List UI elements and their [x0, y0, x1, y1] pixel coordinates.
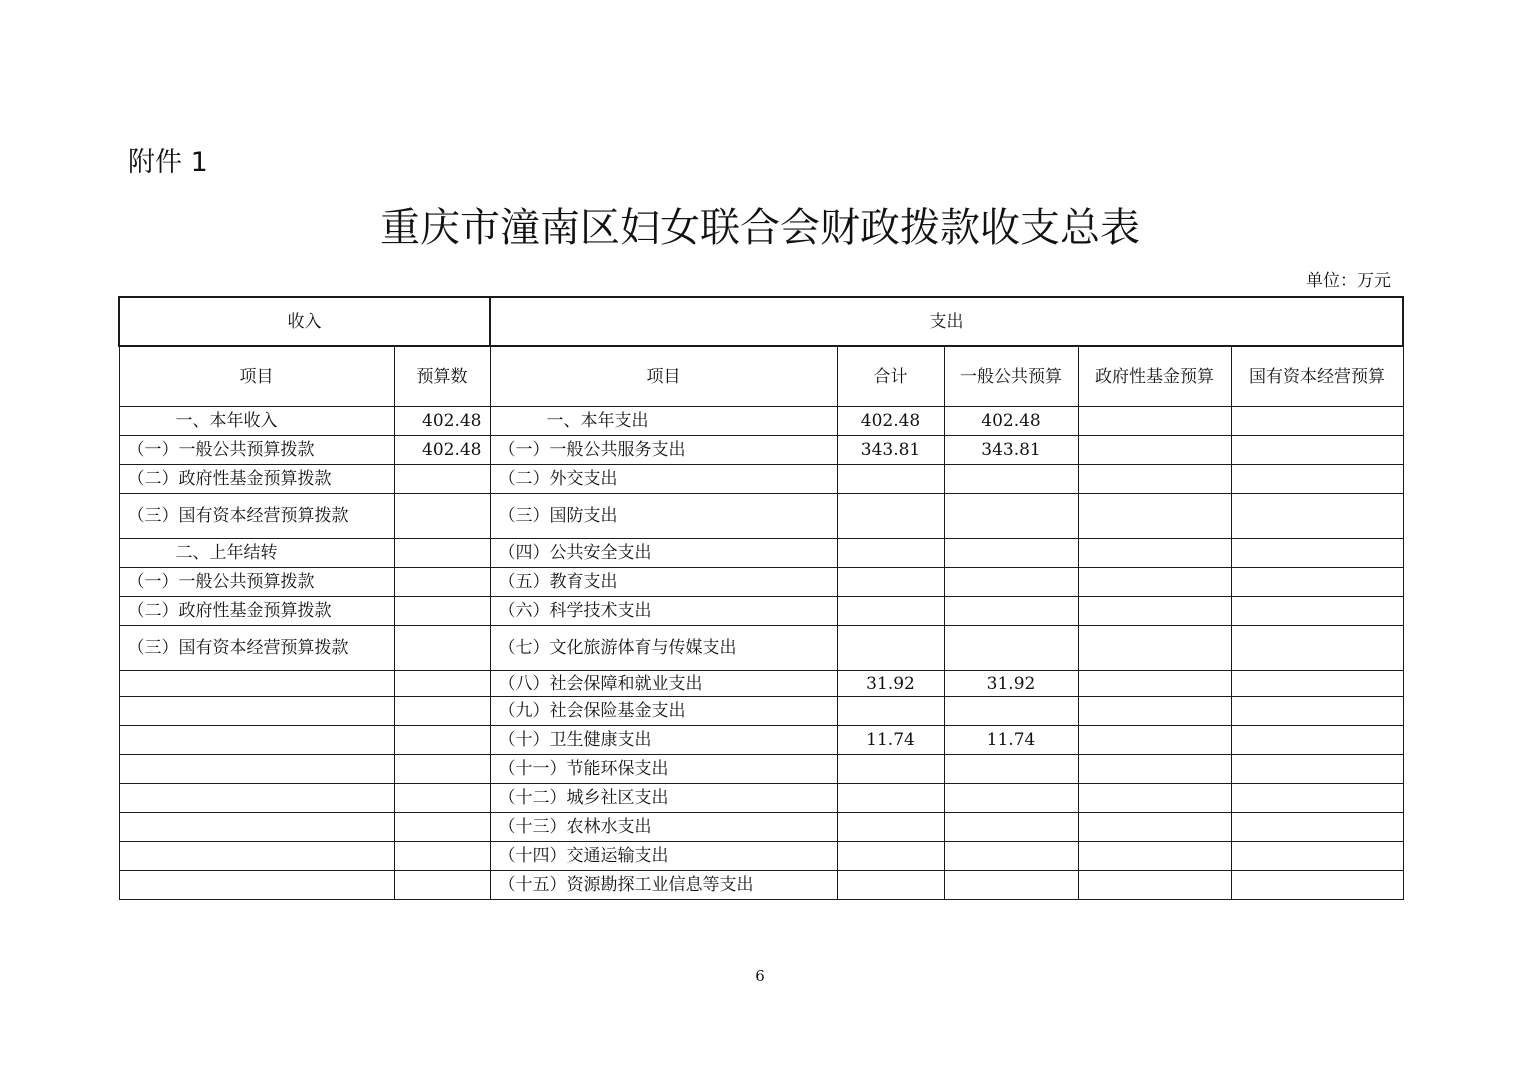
income-header: 收入: [119, 297, 490, 346]
fund-budget-value: [1078, 539, 1231, 568]
expense-item: （五）教育支出: [490, 568, 837, 597]
attachment-label: 附件 1: [128, 147, 208, 178]
general-budget-value: [944, 494, 1078, 539]
column-header-row: [119, 346, 1403, 407]
fund-budget-value: [1078, 465, 1231, 494]
table-row: [119, 597, 1403, 626]
total-value: [837, 842, 944, 871]
general-budget-value: [944, 626, 1078, 671]
budget-summary-table: [118, 296, 1404, 900]
table-row: [119, 539, 1403, 568]
income-budget: [394, 671, 490, 697]
fund-budget-value: [1078, 755, 1231, 784]
total-value: [837, 539, 944, 568]
table-row: [119, 465, 1403, 494]
expense-item: （八）社会保障和就业支出: [490, 671, 837, 697]
expense-item: （十三）农林水支出: [490, 813, 837, 842]
capital-budget-value: [1231, 494, 1403, 539]
total-value: [837, 494, 944, 539]
table-row: [119, 568, 1403, 597]
expense-item: （四）公共安全支出: [490, 539, 837, 568]
expense-item: （三）国防支出: [490, 494, 837, 539]
income-item: （三）国有资本经营预算拨款: [119, 494, 394, 539]
total-value: [837, 697, 944, 726]
income-budget: [394, 813, 490, 842]
income-budget: [394, 539, 490, 568]
page-number: 6: [755, 967, 765, 985]
fund-budget-value: [1078, 697, 1231, 726]
income-item: [119, 755, 394, 784]
group-header-row: [119, 297, 1403, 346]
table-row: [119, 755, 1403, 784]
fund-budget-value: [1078, 671, 1231, 697]
expense-item: （十五）资源勘探工业信息等支出: [490, 871, 837, 900]
capital-budget-value: [1231, 568, 1403, 597]
income-item: [119, 697, 394, 726]
expense-item: （十）卫生健康支出: [490, 726, 837, 755]
fund-budget-value: [1078, 842, 1231, 871]
capital-budget-value: [1231, 407, 1403, 436]
capital-budget-value: [1231, 626, 1403, 671]
income-budget: [394, 465, 490, 494]
fund-budget-value: [1078, 568, 1231, 597]
income-budget: 402.48: [394, 407, 490, 436]
income-item: （二）政府性基金预算拨款: [119, 465, 394, 494]
table-row: [119, 842, 1403, 871]
income-item: 二、上年结转: [119, 539, 394, 568]
table-row: [119, 494, 1403, 539]
page-title: 重庆市潼南区妇女联合会财政拨款收支总表: [380, 205, 1140, 251]
col-gov-fund-budget: 政府性基金预算: [1078, 346, 1231, 407]
general-budget-value: [944, 539, 1078, 568]
capital-budget-value: [1231, 436, 1403, 465]
general-budget-value: [944, 813, 1078, 842]
table-row: [119, 626, 1403, 671]
capital-budget-value: [1231, 784, 1403, 813]
capital-budget-value: [1231, 465, 1403, 494]
capital-budget-value: [1231, 597, 1403, 626]
income-item: [119, 726, 394, 755]
expense-item: （六）科学技术支出: [490, 597, 837, 626]
income-budget: 402.48: [394, 436, 490, 465]
capital-budget-value: [1231, 842, 1403, 871]
capital-budget-value: [1231, 755, 1403, 784]
capital-budget-value: [1231, 539, 1403, 568]
table-row: [119, 697, 1403, 726]
general-budget-value: [944, 871, 1078, 900]
table-row: [119, 671, 1403, 697]
capital-budget-value: [1231, 726, 1403, 755]
income-budget: [394, 784, 490, 813]
income-item: （一）一般公共预算拨款: [119, 436, 394, 465]
income-budget: [394, 697, 490, 726]
unit-label: 单位：万元: [1306, 271, 1391, 291]
income-item: [119, 784, 394, 813]
income-item: [119, 813, 394, 842]
expense-item: （一）一般公共服务支出: [490, 436, 837, 465]
expense-item: （二）外交支出: [490, 465, 837, 494]
expense-item: （十四）交通运输支出: [490, 842, 837, 871]
general-budget-value: [944, 697, 1078, 726]
table-row: [119, 784, 1403, 813]
total-value: 31.92: [837, 671, 944, 697]
total-value: [837, 784, 944, 813]
col-general-public-budget: 一般公共预算: [944, 346, 1078, 407]
total-value: [837, 568, 944, 597]
income-item: 一、本年收入: [119, 407, 394, 436]
fund-budget-value: [1078, 871, 1231, 900]
income-budget: [394, 726, 490, 755]
fund-budget-value: [1078, 597, 1231, 626]
capital-budget-value: [1231, 871, 1403, 900]
income-budget: [394, 494, 490, 539]
income-item: （一）一般公共预算拨款: [119, 568, 394, 597]
fund-budget-value: [1078, 494, 1231, 539]
table-body: [119, 407, 1403, 900]
income-budget: [394, 871, 490, 900]
total-value: 11.74: [837, 726, 944, 755]
fund-budget-value: [1078, 726, 1231, 755]
fund-budget-value: [1078, 813, 1231, 842]
fund-budget-value: [1078, 436, 1231, 465]
income-item: [119, 871, 394, 900]
income-budget: [394, 755, 490, 784]
col-expense-item: 项目: [490, 346, 837, 407]
general-budget-value: 11.74: [944, 726, 1078, 755]
table-row: [119, 871, 1403, 900]
capital-budget-value: [1231, 671, 1403, 697]
table-row: [119, 407, 1403, 436]
general-budget-value: [944, 465, 1078, 494]
fund-budget-value: [1078, 784, 1231, 813]
expense-item: （七）文化旅游体育与传媒支出: [490, 626, 837, 671]
total-value: [837, 597, 944, 626]
col-state-capital-budget: 国有资本经营预算: [1231, 346, 1403, 407]
capital-budget-value: [1231, 813, 1403, 842]
total-value: [837, 871, 944, 900]
income-budget: [394, 626, 490, 671]
income-budget: [394, 597, 490, 626]
expense-item: （十二）城乡社区支出: [490, 784, 837, 813]
fund-budget-value: [1078, 407, 1231, 436]
total-value: 402.48: [837, 407, 944, 436]
general-budget-value: [944, 755, 1078, 784]
total-value: [837, 813, 944, 842]
expense-item: 一、本年支出: [490, 407, 837, 436]
general-budget-value: [944, 842, 1078, 871]
general-budget-value: [944, 568, 1078, 597]
total-value: [837, 465, 944, 494]
general-budget-value: [944, 597, 1078, 626]
col-income-budget: 预算数: [394, 346, 490, 407]
income-item: （二）政府性基金预算拨款: [119, 597, 394, 626]
total-value: 343.81: [837, 436, 944, 465]
general-budget-value: 31.92: [944, 671, 1078, 697]
total-value: [837, 626, 944, 671]
general-budget-value: [944, 784, 1078, 813]
table-row: [119, 813, 1403, 842]
general-budget-value: 343.81: [944, 436, 1078, 465]
col-total: 合计: [837, 346, 944, 407]
income-budget: [394, 842, 490, 871]
table-row: [119, 436, 1403, 465]
income-item: [119, 842, 394, 871]
col-income-item: 项目: [119, 346, 394, 407]
expense-item: （九）社会保险基金支出: [490, 697, 837, 726]
total-value: [837, 755, 944, 784]
income-item: [119, 671, 394, 697]
capital-budget-value: [1231, 697, 1403, 726]
general-budget-value: 402.48: [944, 407, 1078, 436]
income-budget: [394, 568, 490, 597]
income-item: （三）国有资本经营预算拨款: [119, 626, 394, 671]
expense-header: 支出: [490, 297, 1403, 346]
table-row: [119, 726, 1403, 755]
expense-item: （十一）节能环保支出: [490, 755, 837, 784]
fund-budget-value: [1078, 626, 1231, 671]
